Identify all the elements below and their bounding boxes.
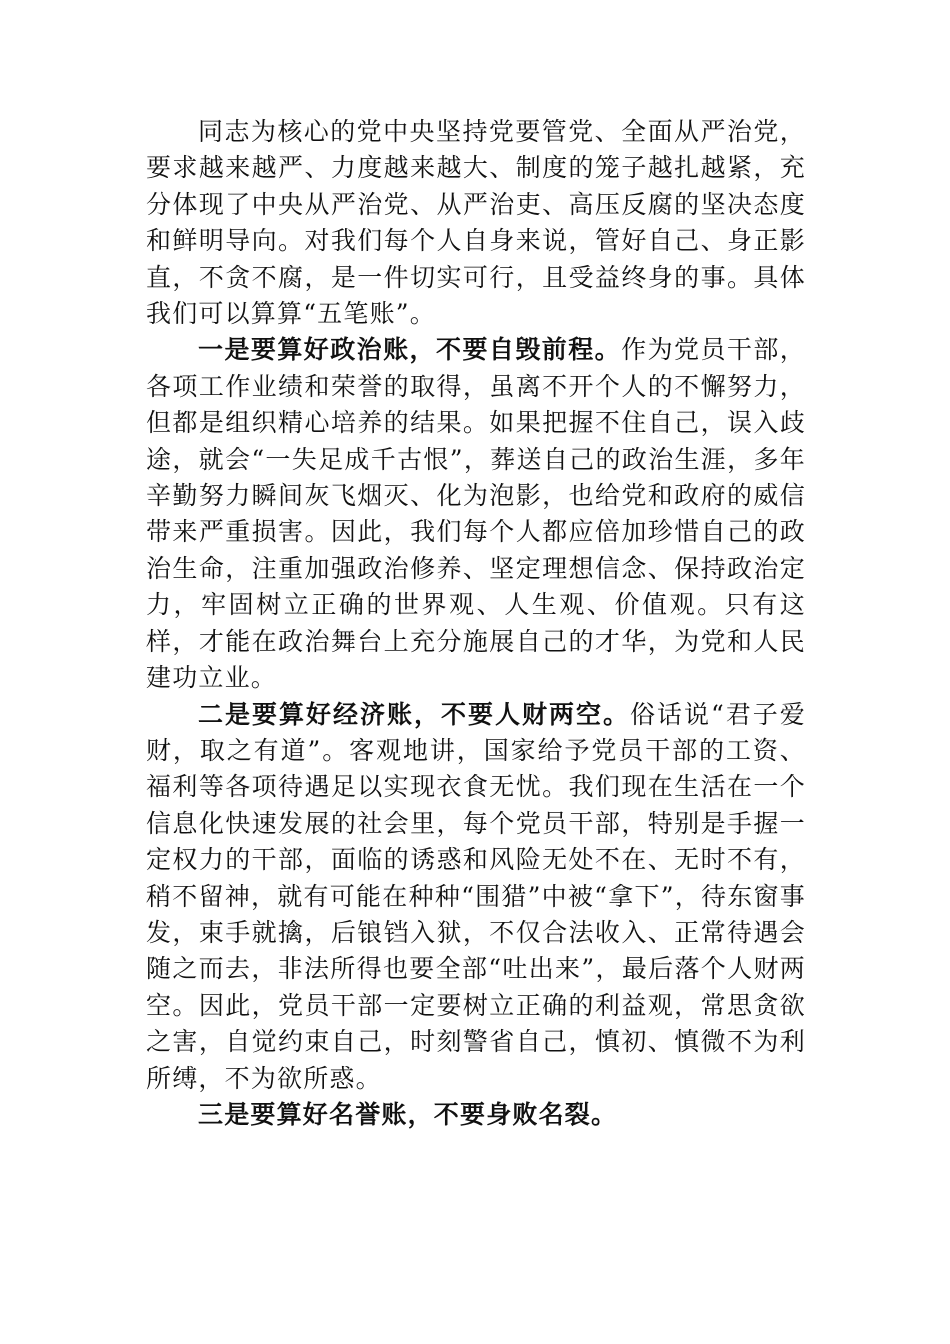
paragraph-intro (146, 114, 806, 332)
paragraph-reputation-account (146, 1097, 806, 1133)
paragraph-lead: 三是要算好名誉账，不要身败名裂。 (198, 1099, 618, 1129)
paragraph-text: 同志为核心的党中央坚持党要管党、全面从严治党，要求越来越严、力度越来越大、制度的笼子越扎越紧，充分体现了中央从严治党、从严治吏、高压反腐的坚决态度和鲜明导向。对我们每个人自身来说，管好自己、身正影直，不贪不腐，是一件切实可行，且受益终身的事。具体我们可以算算“五笔账”。 (146, 117, 806, 329)
paragraph-economic-account (146, 697, 806, 1097)
paragraph-lead: 二是要算好经济账，不要人财两空。 (198, 699, 631, 729)
paragraph-text: 作为党员干部，各项工作业绩和荣誉的取得，虽离不开个人的不懈努力，但都是组织精心培养的结果。如果把握不住自己，误入歧途，就会“一失足成千古恨”，葬送自己的政治生涯，多年辛勤努力瞬间灰飞烟灭、化为泡影，也给党和政府的威信带来严重损害。因此，我们每个人都应倍加珍惜自己的政治生命，注重加强政治修养、坚定理想信念、保持政治定力，牢固树立正确的世界观、人生观、价值观。只有这样，才能在政治舞台上充分施展自己的才华，为党和人民建功立业。 (146, 335, 806, 693)
paragraph-political-account (146, 332, 806, 696)
paragraph-text: 俗话说“君子爱财，取之有道”。客观地讲，国家给予党员干部的工资、福利等各项待遇足以实现衣食无忧。我们现在生活在一个信息化快速发展的社会里，每个党员干部，特别是手握一定权力的干部，面临的诱惑和风险无处不在、无时不有，稍不留神，就有可能在种种“围猎”中被“拿下”，待东窗事发，束手就擒，后锒铛入狱，不仅合法收入、正常待遇会随之而去，非法所得也要全部“吐出来”，最后落个人财两空。因此，党员干部一定要树立正确的利益观，常思贪欲之害，自觉约束自己，时刻警省自己，慎初、慎微不为利所缚，不为欲所惑。 (146, 699, 806, 1093)
paragraph-lead: 一是要算好政治账，不要自毁前程。 (198, 335, 622, 365)
document-body (146, 114, 806, 1133)
